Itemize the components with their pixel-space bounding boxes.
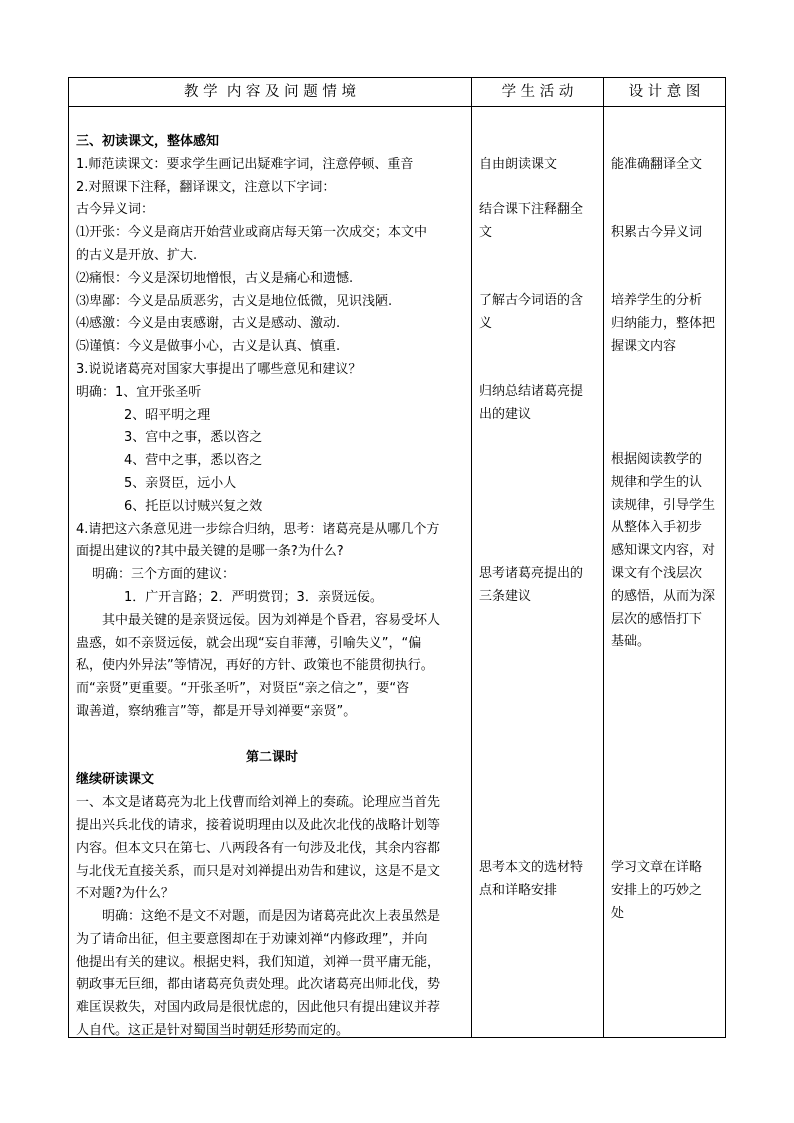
activity-text: 思考本文的选材特: [479, 860, 584, 875]
design-text: 基础。: [611, 634, 651, 650]
activity-material-selection: [479, 857, 601, 903]
design-text: 积累古今异义词: [611, 225, 703, 240]
activity-text: 点和详略安排: [479, 882, 558, 898]
suggestion-item: 3、宫中之事，悉以咨之: [124, 430, 263, 446]
activity-text: 出的建议: [479, 406, 532, 422]
answer-line: 明确：这绝不是文不对题，而是因为诸葛亮此次上表虽然是: [102, 909, 441, 925]
activity-text: 思考诸葛亮提出的: [479, 566, 584, 581]
design-text: 根据阅读教学的: [611, 452, 703, 467]
analysis-line: 诹善道，察纳雅言”等，都是开导刘禅要“亲贤”。: [76, 703, 357, 719]
activity-translate: [479, 199, 601, 245]
table-left-border: [68, 77, 69, 1038]
design-detail-arrangement: [611, 857, 723, 925]
design-reading-law: [611, 449, 723, 654]
question-line: 内容。但本文只在第七、八两段各有一句涉及北伐，其余内容都: [76, 840, 441, 856]
header-bottom-border: [68, 106, 726, 107]
answer-line: 朝政事无巨细，都由诸葛亮负责处理。此次诸葛亮出师北伐，势: [76, 977, 441, 993]
suggestion-item: 6、托臣以讨贼兴复之效: [124, 498, 263, 514]
column-divider-2: [603, 77, 604, 1038]
analysis-line: 私，使内外异法”等情况，再好的方针、政策也不能贯彻执行。: [76, 658, 434, 674]
answer-line: 为了请命出征，但主要意图却在于劝谏刘禅“内修政理”，并向: [76, 931, 428, 947]
design-translate: [611, 154, 723, 177]
design-vocabulary: [611, 222, 723, 245]
gujin-label: 古今异义词：: [76, 202, 155, 218]
activity-text: 文: [479, 224, 493, 240]
activity-three-suggestions: [479, 563, 601, 609]
question-line: 与北伐无直接关系，而只是对刘禅提出劝告和建议，这是不是文: [76, 863, 441, 879]
suggestion-item: 4、营中之事，悉以咨之: [124, 453, 263, 469]
activity-free-reading: [479, 154, 601, 177]
suggestion-item: 5、亲贤臣，远小人: [124, 475, 237, 491]
suggestion-row-1: [76, 382, 468, 405]
step-1: 1.师范读课文：要求学生画记出疑难字词，注意停顿、重音: [76, 156, 414, 172]
activity-summarize: [479, 381, 601, 427]
answer-line: 难匡误救失，对国内政局是很忧虑的，因此他只有提出建议并荐: [76, 1000, 441, 1016]
design-text: 处: [611, 905, 625, 921]
word-1-line-1: ⑴开张：今义是商店开始营业或商店每天第一次成交；本文中: [76, 225, 428, 241]
lesson-2-title: 第二课时: [245, 749, 298, 765]
step-4-line-2: 面提出建议的?其中最关键的是哪一条?为什么?: [76, 544, 344, 560]
design-text: 感知课文内容，对: [611, 543, 716, 559]
design-text: 规律和学生的认: [611, 474, 703, 490]
continue-title: 继续研读课文: [76, 772, 155, 788]
suggestion-item: 1、宜开张圣听: [115, 384, 202, 400]
activity-text: 自由朗读课文: [479, 157, 558, 172]
analysis-line: 其中最关键的是亲贤远佞。因为刘禅是个昏君，容易受坏人: [102, 612, 441, 628]
design-analysis: [611, 290, 723, 358]
activity-word-meaning: [479, 290, 601, 336]
aspects-list: 1．广开言路；2．严明赏罚；3．亲贤远佞。: [124, 589, 383, 605]
question-line: 提出兴兵北伐的请求，接着说明理由以及此次北伐的战略计划等: [76, 817, 441, 833]
design-text: 读规律，引导学生: [611, 497, 716, 513]
three-aspects: 明确：三个方面的建议：: [92, 567, 236, 583]
activity-text: 三条建议: [479, 588, 532, 604]
suggestion-item: 2、昭平明之理: [124, 407, 211, 423]
design-text: 从整体入手初步: [611, 520, 703, 536]
word-4: ⑷感激：今义是由衷感谢，古义是感动、激动.: [76, 316, 341, 332]
step-3: 3.说说诸葛亮对国家大事提出了哪些意见和建议？: [76, 361, 362, 377]
mingque-label: 明确：: [76, 384, 116, 400]
activity-text: 了解古今词语的含: [479, 293, 584, 308]
design-text: 握课文内容: [611, 338, 677, 354]
design-text: 归纳能力，整体把: [611, 315, 716, 331]
analysis-line: 蛊惑，如不亲贤远佞，就会出现“妄自菲薄，引喻失义”，“偏: [76, 635, 422, 651]
answer-line: 他提出有关的建议。根据史料，我们知道，刘禅一贯平庸无能，: [76, 954, 441, 970]
column-divider-1: [471, 77, 472, 1038]
question-line: 不对题?为什么？: [76, 886, 174, 902]
activity-text: 结合课下注释翻全: [479, 202, 584, 217]
header-design-intent: 设 计 意 图: [628, 84, 701, 100]
activity-text: 归纳总结诸葛亮提: [479, 384, 584, 399]
design-text: 的感悟，从而为深: [611, 588, 716, 604]
question-line: 一、本文是诸葛亮为北上伐曹而给刘禅上的奏疏。论理应当首先: [76, 795, 441, 811]
header-content-situation: 教 学 内 容 及 问 题 情 境: [184, 84, 356, 100]
analysis-line: 而“亲贤”更重要。“开张圣听”，对贤臣“亲之信之”，要“咨: [76, 681, 410, 697]
word-2: ⑵痛恨：今义是深切地憎恨，古义是痛心和遗憾.: [76, 270, 354, 286]
word-3: ⑶卑鄙：今义是品质恶劣，古义是地位低微，见识浅陋.: [76, 293, 393, 309]
design-text: 培养学生的分析: [611, 293, 703, 308]
section-title: 三、初读课文，整体感知: [76, 134, 220, 149]
activity-text: 义: [479, 315, 493, 331]
design-text: 学习文章在详略: [611, 860, 703, 875]
table-right-border: [725, 77, 726, 1038]
word-1-line-2: 的古义是开放、扩大.: [76, 247, 198, 263]
word-5: ⑸谨慎：今义是做事小心，古义是认真、慎重.: [76, 339, 341, 355]
header-student-activity: 学 生 活 动: [501, 84, 574, 100]
step-4-line-1: 4.请把这六条意见进一步综合归纳，思考：诸葛亮是从哪几个方: [76, 521, 440, 537]
design-text: 能准确翻译全文: [611, 157, 703, 172]
design-text: 课文有个浅层次: [611, 565, 703, 581]
design-text: 安排上的巧妙之: [611, 882, 703, 898]
design-text: 层次的感悟打下: [611, 611, 703, 627]
step-2: 2.对照课下注释，翻译课文，注意以下字词：: [76, 179, 336, 195]
teaching-content-cell: [76, 131, 468, 1043]
answer-line: 人自代。这正是针对蜀国当时朝廷形势而定的。: [76, 1023, 350, 1039]
